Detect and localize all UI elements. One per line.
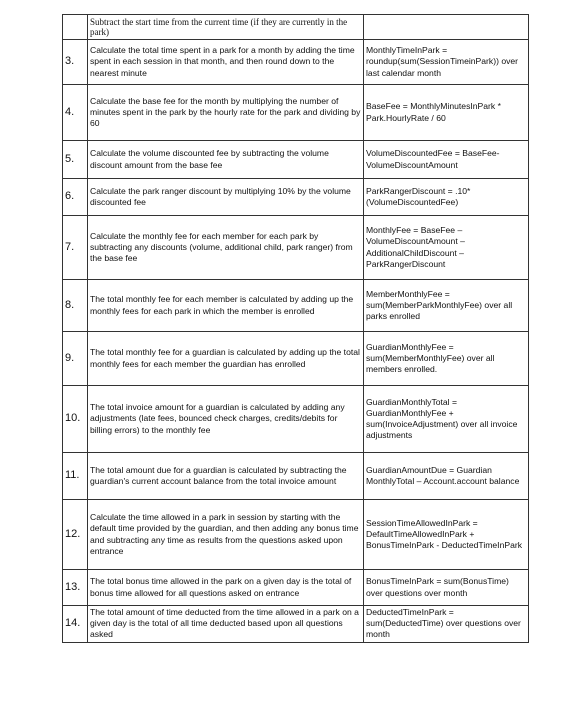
- row-description: Calculate the total time spent in a park for a month by adding the time spent in each session in that month, and then round down to the nearest minute: [88, 40, 364, 85]
- row-description: The total amount due for a guardian is calculated by subtracting the guardian's current account balance from the total invoice amount: [88, 453, 364, 500]
- row-number: 9.: [63, 332, 88, 386]
- table-row: [63, 453, 529, 500]
- row-description: The total invoice amount for a guardian is calculated by adding any adjustments (late fees, bounced check charges, credits/debits for billing errors) to the monthly fee: [88, 386, 364, 453]
- row-description: The total amount of time deducted from the time allowed in a park on a given day is the total of all time deducted based upon all questions asked: [88, 606, 364, 643]
- row-description: The total monthly fee for a guardian is calculated by adding up the total monthly fees for each member the guardian has enrolled: [88, 332, 364, 386]
- row-number: 10.: [63, 386, 88, 453]
- row-number: 6.: [63, 179, 88, 216]
- row-number: 3.: [63, 40, 88, 85]
- row-formula: GuardianMonthlyFee = sum(MemberMonthlyFee) over all members enrolled.: [364, 332, 529, 386]
- row-description: Subtract the start time from the current time (if they are currently in the park): [88, 15, 364, 40]
- row-number: 8.: [63, 280, 88, 332]
- row-formula: DeductedTimeInPark = sum(DeductedTime) over questions over month: [364, 606, 529, 643]
- row-description: Calculate the volume discounted fee by subtracting the volume discount amount from the base fee: [88, 141, 364, 179]
- row-formula: BonusTimeInPark = sum(BonusTime) over questions over month: [364, 570, 529, 606]
- row-number: [63, 15, 88, 40]
- row-formula: BaseFee = MonthlyMinutesInPark * Park.HourlyRate / 60: [364, 85, 529, 141]
- row-formula: ParkRangerDiscount = .10*(VolumeDiscountedFee): [364, 179, 529, 216]
- row-description: Calculate the park ranger discount by multiplying 10% by the volume discounted fee: [88, 179, 364, 216]
- table-row: [63, 332, 529, 386]
- row-number: 13.: [63, 570, 88, 606]
- table-row: [63, 606, 529, 643]
- table-row: [63, 179, 529, 216]
- row-description: Calculate the base fee for the month by multiplying the number of minutes spent in the park by the hourly rate for the park and dividing by 60: [88, 85, 364, 141]
- table-row: [63, 40, 529, 85]
- document-page: [62, 14, 523, 643]
- row-formula: MonthlyFee = BaseFee – VolumeDiscountAmount – AdditionalChildDiscount – ParkRangerDiscount: [364, 216, 529, 280]
- row-number: 11.: [63, 453, 88, 500]
- table-row: [63, 386, 529, 453]
- row-number: 4.: [63, 85, 88, 141]
- table-row: [63, 500, 529, 570]
- row-formula: VolumeDiscountedFee = BaseFee-VolumeDiscountAmount: [364, 141, 529, 179]
- fee-calculation-table: [62, 14, 529, 643]
- row-formula: GuardianAmountDue = Guardian MonthlyTotal – Account.account balance: [364, 453, 529, 500]
- row-number: 12.: [63, 500, 88, 570]
- row-description: The total monthly fee for each member is calculated by adding up the monthly fees for each park in which the member is enrolled: [88, 280, 364, 332]
- row-description: The total bonus time allowed in the park on a given day is the total of bonus time allowed for all questions asked on entrance: [88, 570, 364, 606]
- table-row: [63, 85, 529, 141]
- row-number: 14.: [63, 606, 88, 643]
- row-formula: MonthlyTimeInPark = roundup(sum(SessionTimeinPark)) over last calendar month: [364, 40, 529, 85]
- row-number: 7.: [63, 216, 88, 280]
- table-row: [63, 216, 529, 280]
- row-formula: SessionTimeAllowedInPark = DefaultTimeAllowedInPark + BonusTimeInPark - DeductedTimeInPark: [364, 500, 529, 570]
- table-row: [63, 141, 529, 179]
- row-formula: MemberMonthlyFee = sum(MemberParkMonthlyFee) over all parks enrolled: [364, 280, 529, 332]
- row-formula: [364, 15, 529, 40]
- table-row: [63, 15, 529, 40]
- row-description: Calculate the time allowed in a park in session by starting with the default time provided by the guardian, and then adding any bonus time and subtracting any time as results from the questions asked upon entrance: [88, 500, 364, 570]
- row-formula: GuardianMonthlyTotal = GuardianMonthlyFee + sum(InvoiceAdjustment) over all invoice adjustments: [364, 386, 529, 453]
- table-row: [63, 280, 529, 332]
- table-row: [63, 570, 529, 606]
- row-description: Calculate the monthly fee for each member for each park by subtracting any discounts (volume, additional child, park ranger) from the base fee: [88, 216, 364, 280]
- row-number: 5.: [63, 141, 88, 179]
